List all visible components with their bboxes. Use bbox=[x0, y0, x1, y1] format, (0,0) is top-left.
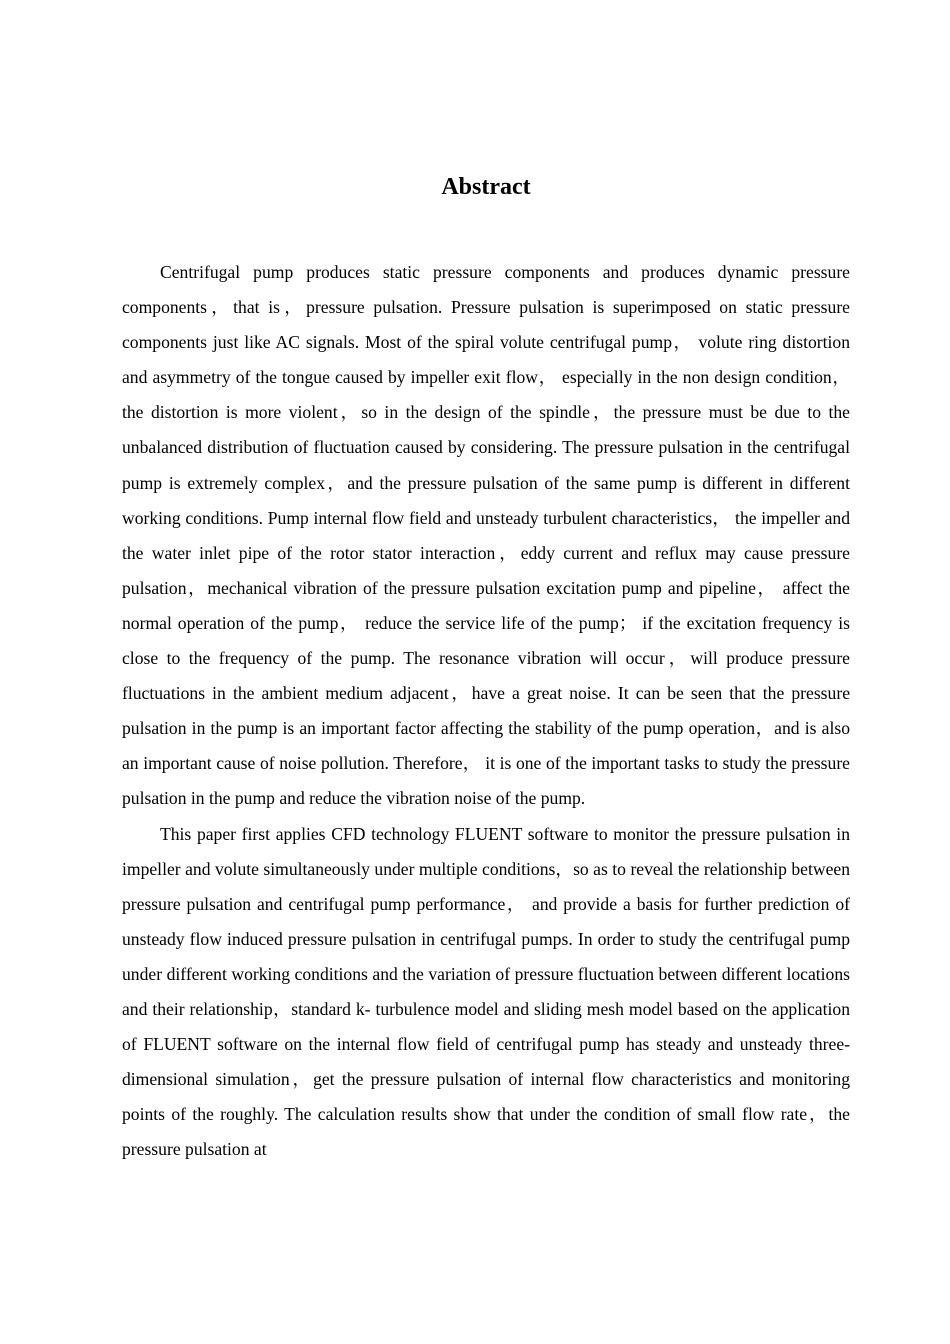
abstract-paragraph-1: Centrifugal pump produces static pressure components and produces dynamic pressure components，that is，pressure pulsation. Pressure pulsation is superimposed on static pressure components just like AC signals. Most of the spiral volute centrifugal pump， volute ring distortion and asymmetry of the tongue caused by impeller exit flow， especially in the non design condition，the distortion is more violent，so in the design of the spindle，the pressure must be due to the unbalanced distribution of fluctuation caused by considering. The pressure pulsation in the centrifugal pump is extremely complex，and the pressure pulsation of the same pump is different in different working conditions. Pump internal flow field and unsteady turbulent characteristics， the impeller and the water inlet pipe of the rotor stator interaction，eddy current and reflux may cause pressure pulsation，mechanical vibration of the pressure pulsation excitation pump and pipeline， affect the normal operation of the pump， reduce the service life of the pump； if the excitation frequency is close to the frequency of the pump. The resonance vibration will occur，will produce pressure fluctuations in the ambient medium adjacent，have a great noise. It can be seen that the pressure pulsation in the pump is an important factor affecting the stability of the pump operation，and is also an important cause of noise pollution. Therefore， it is one of the important tasks to study the pressure pulsation in the pump and reduce the vibration noise of the pump. bbox=[122, 262, 850, 809]
abstract-title: Abstract bbox=[441, 174, 531, 200]
abstract-paragraph-2: This paper first applies CFD technology FLUENT software to monitor the pressure pulsation in impeller and volute simultaneously under multiple conditions，so as to reveal the relationship between pressure pulsation and centrifugal pump performance， and provide a basis for further prediction of unsteady flow induced pressure pulsation in centrifugal pumps. In order to study the centrifugal pump under different working conditions and the variation of pressure fluctuation between different locations and their relationship，standard k- turbulence model and sliding mesh model based on the application of FLUENT software on the internal flow field of centrifugal pump has steady and unsteady three-dimensional simulation，get the pressure pulsation of internal flow characteristics and monitoring points of the roughly. The calculation results show that under the condition of small flow rate，the pressure pulsation at bbox=[122, 823, 850, 1160]
abstract-body bbox=[122, 255, 850, 1167]
